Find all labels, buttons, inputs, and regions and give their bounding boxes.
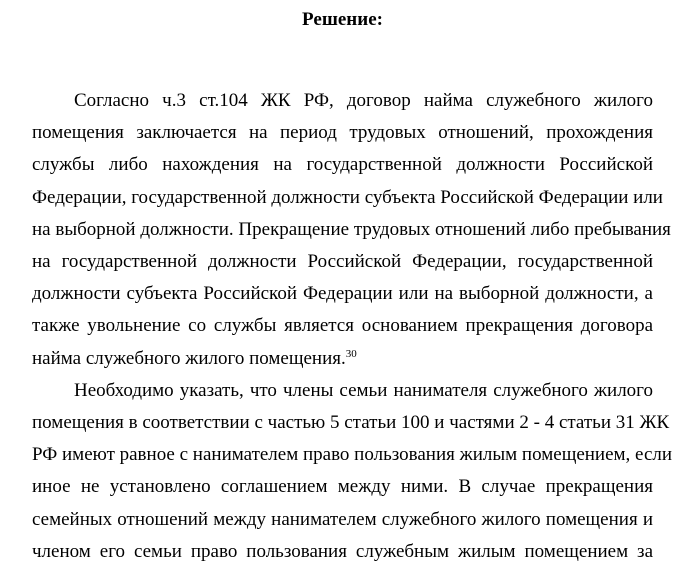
text-line: на выборной должности. Прекращение трудовых отношений либо пребывания xyxy=(32,218,671,240)
text-line: на государственной должности Российской Федерации, государственной xyxy=(32,251,653,273)
document-page xyxy=(32,8,673,568)
text-line: Необходимо указать, что члены семьи нанимателя служебного жилого xyxy=(74,379,653,401)
paragraph-2 xyxy=(32,375,673,568)
text-line: также увольнение со службы является основанием прекращения договора xyxy=(32,315,653,337)
text-line: должности субъекта Российской Федерации или на выборной должности, а xyxy=(32,283,653,305)
text-line-with-footnote xyxy=(32,343,653,375)
paragraph-1 xyxy=(32,85,671,375)
text-line: Согласно ч.3 ст.104 ЖК РФ, договор найма служебного жилого xyxy=(74,90,653,111)
text-line: Федерации, государственной должности субъекта Российской Федерации или xyxy=(32,186,663,208)
text-line: помещения в соответствии с частью 5 статьи 100 и частями 2 - 4 статьи 31 ЖК xyxy=(32,412,670,434)
document-heading: Решение: xyxy=(302,9,383,30)
text-line-content: найма служебного жилого помещения. xyxy=(32,347,346,369)
text-line: РФ имеют равное с нанимателем право пользования жилым помещением, если xyxy=(32,444,673,466)
text-line: службы либо нахождения на государственной должности Российской xyxy=(32,154,653,176)
footnote-reference[interactable]: 30 xyxy=(345,347,357,360)
text-line: членом его семьи право пользования служебным жилым помещением за xyxy=(32,540,653,562)
text-line: семейных отношений между нанимателем служебного жилого помещения и xyxy=(32,508,653,530)
text-line: помещения заключается на период трудовых отношений, прохождения xyxy=(32,122,653,144)
text-line: иное не установлено соглашением между ними. В случае прекращения xyxy=(32,476,653,498)
